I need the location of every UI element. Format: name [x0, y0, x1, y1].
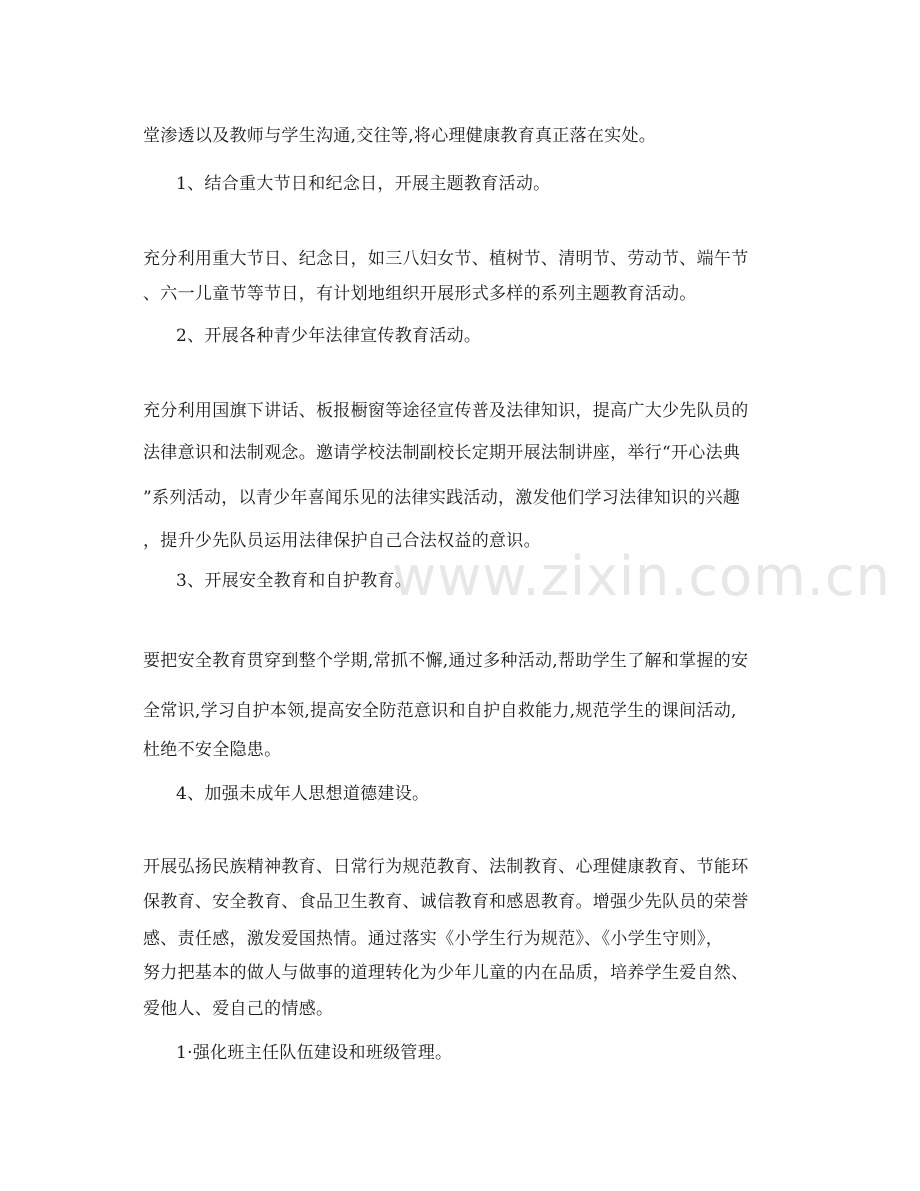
- text-line: 全常识,学习自护本领,提高安全防范意识和自护自救能力,规范学生的课间活动,: [143, 701, 737, 721]
- text-line: 充分利用重大节日、纪念日，如三八妇女节、植树节、清明节、劳动节、端午节: [143, 249, 749, 269]
- text-line: 感、责任感，激发爱国热情。通过落实《小学生行为规范》、《小学生守则》，: [143, 929, 723, 949]
- section-heading: 1·强化班主任队伍建设和班级管理。: [176, 1043, 453, 1063]
- text-line: 要把安全教育贯穿到整个学期,常抓不懈,通过多种活动,帮助学生了解和掌握的安: [143, 651, 749, 671]
- watermark: www.zixin.com.cn: [392, 545, 891, 608]
- section-heading: 4、加强未成年人思想道德建设。: [176, 784, 430, 804]
- text-line: 爱他人、爱自己的情感。: [143, 999, 334, 1019]
- text-line: ”系列活动，以青少年喜闻乐见的法律实践活动，激发他们学习法律知识的兴趣: [143, 488, 741, 508]
- text-line: 保教育、安全教育、食品卫生教育、诚信教育和感恩教育。增强少先队员的荣誉: [143, 892, 749, 912]
- text-line: 杜绝不安全隐患。: [143, 740, 282, 760]
- text-line: 、六一儿童节等节日，有计划地组织开展形式多样的系列主题教育活动。: [143, 284, 697, 304]
- section-heading: 1、结合重大节日和纪念日，开展主题教育活动。: [176, 174, 551, 194]
- section-heading: 2、开展各种青少年法律宣传教育活动。: [176, 326, 482, 346]
- text-line: 充分利用国旗下讲话、板报橱窗等途径宣传普及法律知识，提高广大少先队员的: [143, 401, 749, 421]
- section-heading: 3、开展安全教育和自护教育。: [176, 571, 413, 591]
- text-line: ，提升少先队员运用法律保护自己合法权益的意识。: [143, 531, 541, 551]
- text-line: 堂渗透以及教师与学生沟通,交往等,将心理健康教育真正落在实处。: [143, 126, 657, 146]
- text-line: 努力把基本的做人与做事的道理转化为少年儿童的内在品质，培养学生爱自然、: [143, 963, 749, 983]
- text-line: 法律意识和法制观念。邀请学校法制副校长定期开展法制讲座，举行“开心法典: [143, 443, 741, 463]
- text-line: 开展弘扬民族精神教育、日常行为规范教育、法制教育、心理健康教育、节能环: [143, 857, 749, 877]
